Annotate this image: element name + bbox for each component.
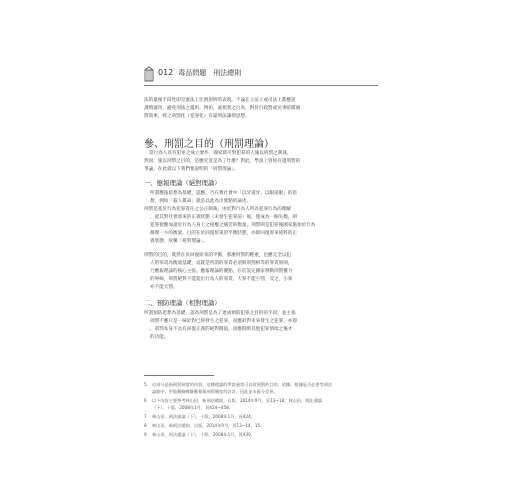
section-title: 參、刑罰之目的（刑罰理論） <box>144 139 274 150</box>
footnote-continuation: 論點中，更能概略瞭解應報與刑罰制度的設計，因此並未區分差異。 <box>152 389 278 394</box>
footnote <box>144 422 378 429</box>
body-line: 謹慎運用，避免刑法之濫用。例如，違規我之行為，對於行政罰或民事賠償處 <box>144 106 301 111</box>
subsection-heading-prevention: 二、預防理論（相對理論） <box>144 299 221 307</box>
footnote-text: 林山田，刑法通論（下），十版，2008年1月，頁424。 <box>152 414 255 419</box>
running-head <box>158 68 241 78</box>
body-line: 亦不能大罰。 <box>150 285 178 290</box>
body-line: ，從其對社會原來的正義狀態（未發生犯罪前）後，使成為一個失衡，則 <box>150 215 298 220</box>
footnote-text: 林山田，新刑法總則，自版，2014年9月，頁13~14、15。 <box>152 423 265 428</box>
body-line: 人的罪責為衡量基礎，這就是所謂的罪責必須與刑罰相等的罪責原則， <box>150 261 293 266</box>
body-line: 法的最後手段性即是憲法上比例原則的表現，不論在立法上或司法上都應該 <box>144 98 296 103</box>
footnote-text: 這部分是指刑罰制度的內容，這種理論的學說通常可以從刑罰的目的、依據、根據是否必要等刑法 <box>152 382 333 387</box>
subsection-heading-retribution: 一、應報理論（絕對理論） <box>144 179 221 187</box>
body-line: ，刑罰本身不具有回復正義的絕對價值，而應斟酌其他犯罪情境之後才 <box>150 327 293 332</box>
body-line: 刑罰是基於行為犯罪責任之公正制裁，由於對行為人所為犯罪行為的理解 <box>144 207 292 212</box>
footnote-text: 林山田，刑法通論（下），十版，2008年1月，頁430。 <box>152 432 255 437</box>
page-number: 012 <box>158 68 174 77</box>
body-line: 所謂應報思想為基礎，認應，乃在實社會中「以牙還牙，以眼還眼」的思 <box>150 191 298 196</box>
body-line: 罰效果，將之刑罰化（犯罪化）有違刑法謙抑思想。 <box>144 114 250 119</box>
body-line: 犯罪使應加諸於行為人身上之相應之痛苦的衡量，刑罰則是犯罪後國家施加於行為 <box>150 223 316 228</box>
footnote-number: 8 <box>144 423 147 428</box>
footnote-number: 6 <box>144 398 147 403</box>
footnote <box>144 431 378 438</box>
header-divider <box>144 85 378 86</box>
body-line: 義狀態，故稱「絕對理論」。 <box>150 239 208 244</box>
body-line: 辦理一方的衡量，目的在於回復原來的平衡狀態，亦即回復原來純粹的正 <box>150 231 298 236</box>
running-title: 毒品問題 刑法總則 <box>178 69 242 77</box>
body-line: 刑罰不應只是一味針對已經發生之犯罪，而應針對未來發生之犯罪，亦即 <box>150 319 298 324</box>
body-line: 爭論，在此就以下我們要說明的「刑罰理論」。 <box>144 167 239 172</box>
body-line: 的功能。 <box>150 335 169 340</box>
body-line: 所謂預防思想為基礎，認為刑罰是為了達成預防犯罪之目的的手段，並主張 <box>144 311 296 316</box>
footnote-divider <box>144 375 214 376</box>
footnote-text: 以下內容主要參考林山田，新刑法總則，自版，2014年9月，頁13~18；林山田，刑法通論 <box>152 398 322 403</box>
footnote-number: 9 <box>144 432 147 437</box>
footnote-number: 7 <box>144 414 147 419</box>
body-line: 的界線，刑罰絕對不能超出行為人的罪責，大罪不能小罰，反之，小罪 <box>150 277 293 282</box>
body-line: 乃應報理論的核心主張。應報理論的優點，在於設定國家發動刑罰權力 <box>150 269 293 274</box>
body-line: 然而，施以刑罰之目的，是應究竟是為了什麼？對此，學說上曾經有過刑罰的 <box>144 159 301 164</box>
footnote-number: 5 <box>144 382 147 387</box>
body-line: 當行為人具有犯罪之成立要件，國家即可對犯罪的人施以刑罰之制裁， <box>149 151 292 156</box>
body-line: 想，例如「殺人償命」就是以此為出發點的論述。 <box>150 199 252 204</box>
body-line: 刑罰的目的，既然在於回復原來的平衡，那麼刑罰的輕重，也應完全以犯 <box>144 253 292 258</box>
book-logo-icon <box>144 66 154 82</box>
footnote <box>144 413 378 420</box>
footnote-continuation: （下），十版，2008年1月，頁424~458。 <box>152 405 233 410</box>
